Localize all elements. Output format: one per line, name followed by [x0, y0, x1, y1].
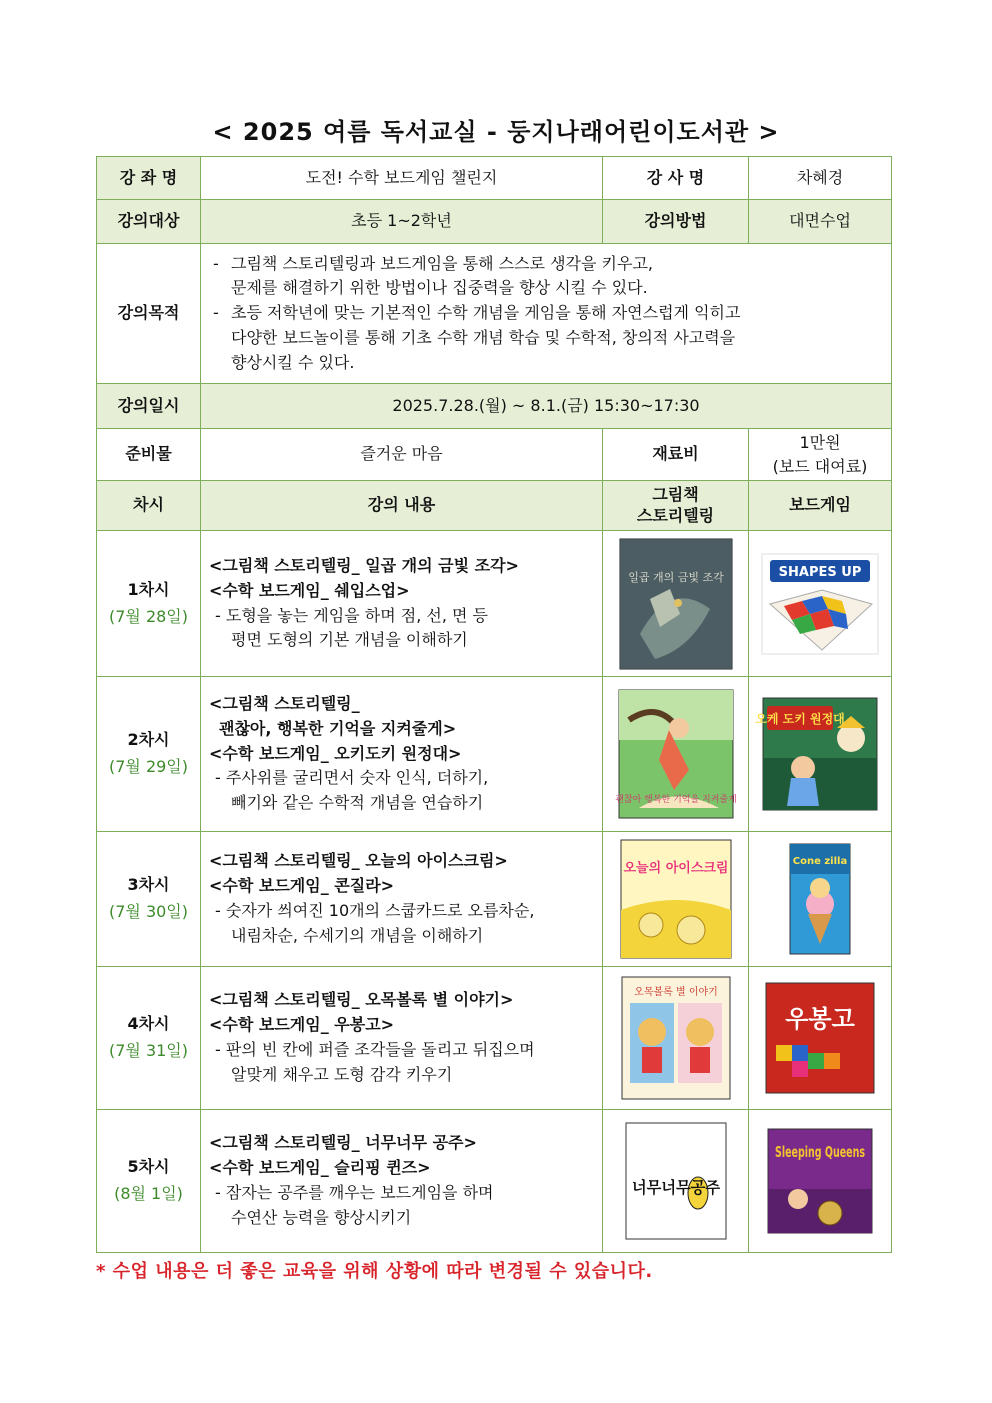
session-row — [97, 832, 892, 967]
game-box-cell — [749, 1110, 892, 1253]
book-cover-title: 오늘의 아이스크림 — [623, 861, 728, 876]
session-date: (7월 31일) — [108, 1041, 189, 1060]
purpose-row — [97, 244, 892, 384]
session-row — [97, 531, 892, 677]
game-box-image — [790, 844, 850, 954]
game-line: <수학 보드게임_ 쉐입스업> — [209, 580, 410, 600]
purpose-line: 다양한 보드놀이를 통해 기초 수학 개념 학습 및 수학적, 창의적 사고력을 — [231, 327, 736, 347]
session-name: 1차시 — [127, 579, 170, 599]
book-col-header-line: 스토리텔링 — [636, 505, 715, 525]
book-cover-title: 너무너무공주 — [631, 1178, 721, 1197]
session-col-header: 차시 — [97, 481, 201, 531]
schedule-label: 강의일시 — [97, 384, 201, 429]
prep-label: 준비물 — [97, 429, 201, 481]
session-name: 2차시 — [127, 730, 170, 750]
desc-line: - 도형을 놓는 게임을 하며 점, 선, 면 등 — [215, 605, 489, 625]
purpose-line: 그림책 스토리텔링과 보드게임을 통해 스스로 생각을 키우고, — [231, 253, 654, 273]
desc-line: - 판의 빈 칸에 퍼즐 조각들을 돌리고 뒤집으며 — [215, 1040, 535, 1059]
session-name: 4차시 — [127, 1014, 170, 1034]
book-cover-cell — [603, 832, 749, 967]
fee-value — [749, 429, 892, 481]
game-box-image — [766, 983, 874, 1093]
game-box-title: Sleeping Queens — [775, 1143, 866, 1161]
book-cover-image — [621, 840, 731, 958]
method-label: 강의방법 — [603, 200, 749, 244]
desc-line: 수연산 능력을 향상시키기 — [231, 1207, 412, 1227]
game-box-title: 오케 도키 원정대 — [755, 712, 845, 726]
course-value: 도전! 수학 보드게임 챌린지 — [201, 157, 603, 200]
session-label — [97, 677, 201, 832]
schedule-value: 2025.7.28.(월) ~ 8.1.(금) 15:30~17:30 — [201, 384, 892, 429]
session-row — [97, 967, 892, 1110]
purpose-dash: - — [213, 303, 219, 323]
notice-text: * 수업 내용은 더 좋은 교육을 위해 상황에 따라 변경될 수 있습니다. — [96, 1261, 653, 1282]
purpose-line: 초등 저학년에 맞는 기본적인 수학 개념을 게임을 통해 자연스럽게 익히고 — [231, 303, 741, 323]
game-line: <수학 보드게임_ 우봉고> — [209, 1015, 395, 1035]
session-date: (7월 28일) — [108, 606, 189, 626]
book-cover-cell — [603, 1110, 749, 1253]
book-cover-title: 일곱 개의 금빛 조각 — [627, 570, 724, 584]
page-title: < 2025 여름 독서교실 - 둥지나래어린이도서관 > — [212, 118, 780, 146]
program-table — [96, 156, 892, 1253]
lecturer-value: 차혜경 — [749, 157, 892, 200]
content-col-header: 강의 내용 — [201, 481, 603, 531]
game-box-image — [768, 1129, 872, 1233]
book-cover-cell — [603, 677, 749, 832]
session-content — [201, 531, 603, 677]
book-cover-cell — [603, 531, 749, 677]
book-cover-image — [622, 977, 730, 1099]
book-cover-title: 괜찮아 행복한 기억을 지켜줄게 — [614, 795, 737, 805]
purpose-content — [201, 244, 892, 384]
game-line: <수학 보드게임_ 오키도키 원정대> — [209, 743, 462, 763]
book-col-header — [603, 481, 749, 531]
session-content — [201, 677, 603, 832]
desc-line: 빼기와 같은 수학적 개념을 연습하기 — [231, 793, 484, 813]
desc-line: 내림차순, 수세기의 개념을 이해하기 — [231, 925, 484, 945]
book-col-header-line: 그림책 — [652, 484, 699, 504]
game-box-title: SHAPES UP — [778, 564, 862, 580]
game-box-title: 우봉고 — [785, 1005, 855, 1033]
book-cover-image — [614, 690, 737, 818]
course-label: 강 좌 명 — [97, 157, 201, 200]
session-label — [97, 832, 201, 967]
session-content — [201, 832, 603, 967]
desc-line: 알맞게 채우고 도형 감각 키우기 — [231, 1064, 453, 1084]
desc-line: - 잠자는 공주를 깨우는 보드게임을 하며 — [215, 1183, 494, 1202]
prep-row — [97, 429, 892, 481]
game-box-cell — [749, 967, 892, 1110]
session-date: (7월 29일) — [108, 757, 189, 776]
game-line: <수학 보드게임_ 콘질라> — [209, 876, 395, 896]
desc-line: 평면 도형의 기본 개념을 이해하기 — [231, 630, 468, 650]
session-row — [97, 677, 892, 832]
session-content — [201, 1110, 603, 1253]
lecturer-label: 강 사 명 — [603, 157, 749, 200]
session-label — [97, 1110, 201, 1253]
fee-amount: 1만원 — [799, 433, 841, 453]
game-col-header: 보드게임 — [749, 481, 892, 531]
book-line: <그림책 스토리텔링_ 오늘의 아이스크림> — [209, 851, 508, 871]
book-cover-title: 오목볼록 별 이야기 — [633, 987, 718, 998]
column-header-row — [97, 481, 892, 531]
book-cover-image — [626, 1123, 726, 1239]
desc-line: - 숫자가 씌여진 10개의 스쿱카드로 오름차순, — [215, 901, 535, 920]
game-box-image — [755, 698, 877, 810]
purpose-label: 강의목적 — [97, 244, 201, 384]
target-value: 초등 1~2학년 — [201, 200, 603, 244]
target-row — [97, 200, 892, 244]
book-line: <그림책 스토리텔링_ 너무너무 공주> — [209, 1133, 477, 1153]
schedule-row — [97, 384, 892, 429]
session-label — [97, 967, 201, 1110]
book-cover-cell — [603, 967, 749, 1110]
book-line: <그림책 스토리텔링_ 오목볼록 별 이야기> — [209, 990, 514, 1010]
session-content — [201, 967, 603, 1110]
session-date: (8월 1일) — [114, 1184, 183, 1203]
purpose-dash: - — [213, 253, 219, 273]
game-box-cell — [749, 677, 892, 832]
fee-label: 재료비 — [603, 429, 749, 481]
game-line: <수학 보드게임_ 슬리핑 퀸즈> — [209, 1158, 431, 1178]
method-value: 대면수업 — [749, 200, 892, 244]
target-label: 강의대상 — [97, 200, 201, 244]
session-label — [97, 531, 201, 677]
session-name: 3차시 — [127, 875, 170, 895]
game-box-cell — [749, 832, 892, 967]
session-name: 5차시 — [127, 1157, 170, 1177]
purpose-line: 문제를 해결하기 위한 방법이나 집중력을 향상 시킬 수 있다. — [231, 278, 648, 298]
session-date: (7월 30일) — [108, 902, 189, 921]
book-line: 괜찮아, 행복한 기억을 지켜줄게> — [219, 718, 457, 738]
purpose-item — [213, 301, 881, 375]
desc-line: - 주사위를 굴리면서 숫자 인식, 더하기, — [215, 768, 489, 788]
fee-note: (보드 대여료) — [772, 456, 868, 476]
game-box-image — [762, 554, 878, 654]
purpose-line: 향상시킬 수 있다. — [231, 352, 355, 372]
purpose-item — [213, 252, 881, 302]
book-line: <그림책 스토리텔링_ — [209, 694, 360, 713]
game-box-cell — [749, 531, 892, 677]
prep-value: 즐거운 마음 — [201, 429, 603, 481]
game-box-title: Cone zilla — [792, 856, 848, 867]
session-row — [97, 1110, 892, 1253]
course-row — [97, 157, 892, 200]
book-line: <그림책 스토리텔링_ 일곱 개의 금빛 조각> — [209, 555, 519, 575]
book-cover-image — [620, 539, 732, 669]
